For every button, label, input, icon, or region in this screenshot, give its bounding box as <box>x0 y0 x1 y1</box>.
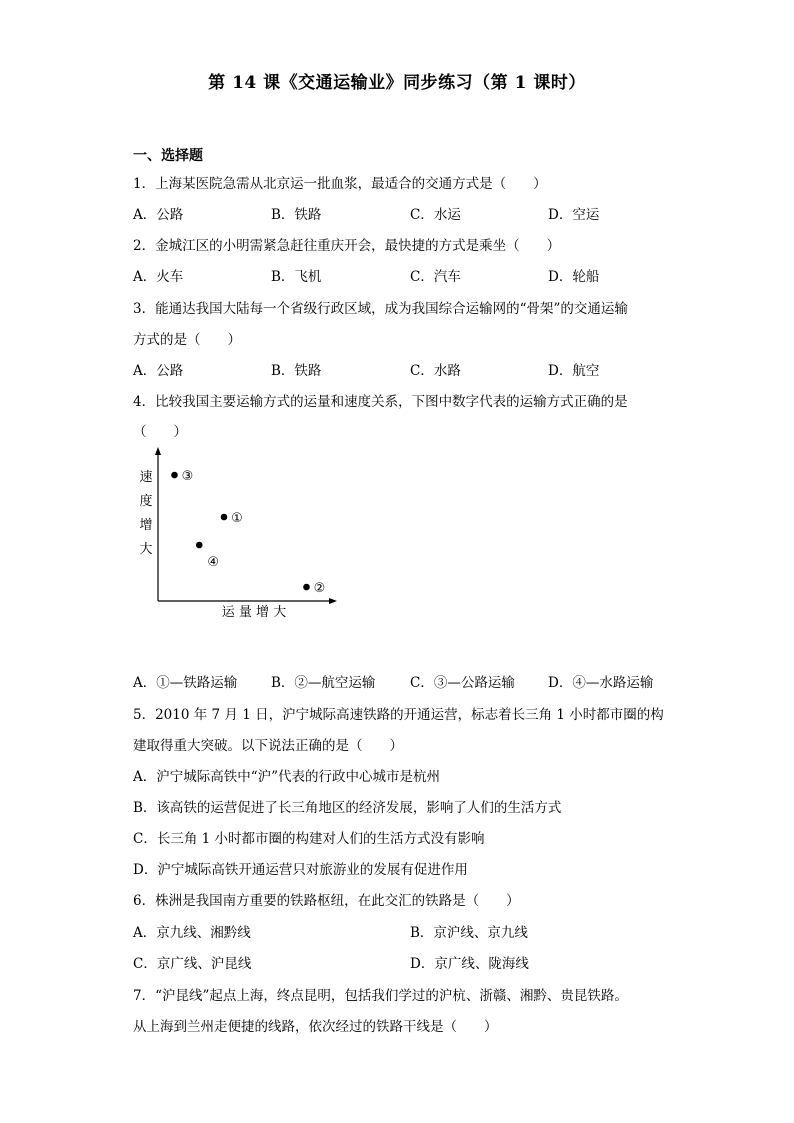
question-4-line-1: 4．比较我国主要运输方式的运量和速度关系，下图中数字代表的运输方式正确的是 <box>133 394 628 410</box>
data-point-label: ① <box>231 511 243 526</box>
chart-x-axis-label: 运 量 增 大 <box>221 605 287 620</box>
question-7-line-2: 从上海到兰州走便捷的线路，依次经过的铁路干线是（ ） <box>133 1019 498 1035</box>
question-3-option-a[interactable]: A．公路 <box>133 363 184 379</box>
question-5-line-1: 5．2010 年 7 月 1 日，沪宁城际高速铁路的开通运营，标志着长三角 1 小时都市圈的构 <box>133 707 664 723</box>
y-label-char: 度 <box>139 494 153 509</box>
question-3-option-d[interactable]: D．航空 <box>548 363 600 379</box>
y-axis-arrow <box>155 447 161 455</box>
section-heading: 一、选择题 <box>133 148 203 164</box>
data-point <box>171 472 178 479</box>
data-point <box>221 514 228 521</box>
data-point <box>196 542 203 549</box>
question-3-line-2: 方式的是（ ） <box>133 332 241 348</box>
question-4-option-c[interactable]: C．③—公路运输 <box>410 675 515 691</box>
y-label-char: 速 <box>139 470 153 485</box>
question-1-option-d[interactable]: D．空运 <box>548 207 600 223</box>
chart-y-axis-label <box>139 469 152 557</box>
question-6-option-d[interactable]: D．京广线、陇海线 <box>410 956 529 972</box>
question-2-option-a[interactable]: A．火车 <box>133 269 184 285</box>
question-1-option-b[interactable]: B．铁路 <box>271 207 322 223</box>
question-5-option-b[interactable]: B．该高铁的运营促进了长三角地区的经济发展，影响了人们的生活方式 <box>133 800 562 816</box>
x-axis-arrow <box>329 598 337 604</box>
question-2-option-b[interactable]: B．飞机 <box>271 269 322 285</box>
question-6-option-b[interactable]: B．京沪线、京九线 <box>410 925 528 941</box>
question-5-option-c[interactable]: C．长三角 1 小时都市圈的构建对人们的生活方式没有影响 <box>133 831 485 847</box>
speed-volume-chart <box>120 440 350 630</box>
question-1-line-1: 1．上海某医院急需从北京运一批血浆，最适合的交通方式是（ ） <box>133 176 547 192</box>
chart-marks <box>171 469 325 596</box>
data-point <box>303 584 310 591</box>
question-5-line-2: 建取得重大突破。以下说法正确的是（ ） <box>133 738 403 754</box>
question-5-option-a[interactable]: A．沪宁城际高铁中“沪”代表的行政中心城市是杭州 <box>133 769 441 785</box>
question-4-option-b[interactable]: B．②—航空运输 <box>271 675 376 691</box>
question-3-option-c[interactable]: C．水路 <box>410 363 461 379</box>
question-4-option-d[interactable]: D．④—水路运输 <box>548 675 654 691</box>
question-2-option-d[interactable]: D．轮船 <box>548 269 600 285</box>
data-point-label: ③ <box>181 469 194 484</box>
y-label-char: 大 <box>139 542 153 557</box>
question-3-option-b[interactable]: B．铁路 <box>271 363 322 379</box>
question-4-option-a[interactable]: A．①—铁路运输 <box>133 675 238 691</box>
question-5-option-d[interactable]: D．沪宁城际高铁开通运营只对旅游业的发展有促进作用 <box>133 862 468 878</box>
data-point-label: ② <box>313 581 326 596</box>
question-1-option-c[interactable]: C．水运 <box>410 207 461 223</box>
question-6-line-1: 6．株洲是我国南方重要的铁路枢纽，在此交汇的铁路是（ ） <box>133 893 520 909</box>
question-3-line-1: 3．能通达我国大陆每一个省级行政区域，成为我国综合运输网的“骨架”的交通运输 <box>133 301 628 317</box>
question-6-option-c[interactable]: C．京广线、沪昆线 <box>133 956 252 972</box>
data-point-label: ④ <box>207 555 220 570</box>
question-2-line-1: 2．金城江区的小明需紧急赶往重庆开会，最快捷的方式是乘坐（ ） <box>133 238 561 254</box>
question-1-option-a[interactable]: A．公路 <box>133 207 184 223</box>
question-6-option-a[interactable]: A．京九线、湘黔线 <box>133 925 251 941</box>
question-4-line-2: （ ） <box>133 424 187 440</box>
question-2-option-c[interactable]: C．汽车 <box>410 269 461 285</box>
y-label-char: 增 <box>139 518 153 533</box>
page-title: 第 14 课《交通运输业》同步练习（第 1 课时） <box>208 73 586 93</box>
question-7-line-1: 7．“沪昆线”起点上海，终点昆明，包括我们学过的沪杭、浙赣、湘黔、贵昆铁路。 <box>133 988 628 1004</box>
